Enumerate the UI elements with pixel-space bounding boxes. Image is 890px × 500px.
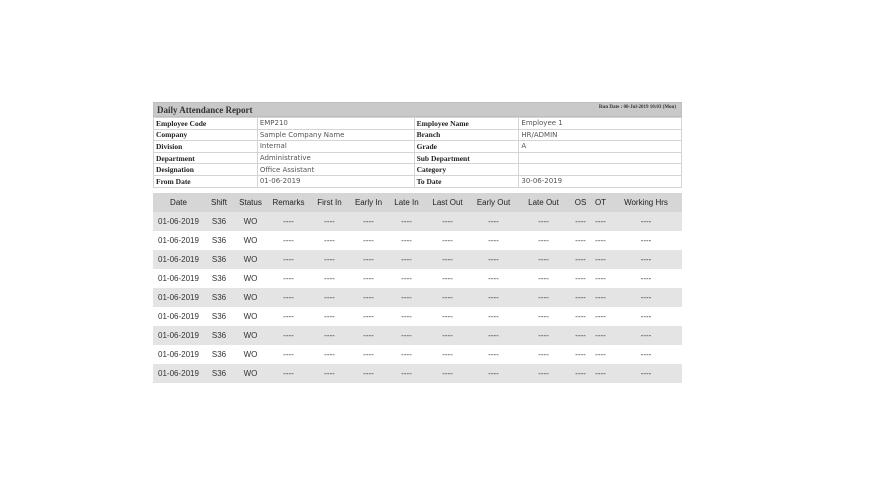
table-cell: ---- bbox=[610, 326, 682, 345]
info-value: A bbox=[519, 141, 682, 153]
table-cell: ---- bbox=[517, 250, 570, 269]
table-cell: S36 bbox=[211, 235, 227, 245]
info-label: Grade bbox=[414, 141, 519, 153]
table-cell: 01-06-2019 bbox=[158, 235, 199, 245]
table-cell: WO bbox=[234, 212, 267, 231]
table-cell: ---- bbox=[570, 326, 591, 345]
table-cell: ---- bbox=[442, 311, 453, 321]
table-cell: ---- bbox=[388, 288, 425, 307]
table-row bbox=[153, 269, 682, 288]
info-value: EMP210 bbox=[257, 118, 414, 130]
table-cell: ---- bbox=[488, 273, 499, 283]
table-cell: ---- bbox=[470, 250, 517, 269]
table-cell: ---- bbox=[610, 250, 682, 269]
table-cell: 01-06-2019 bbox=[153, 250, 204, 269]
info-label: Category bbox=[414, 164, 519, 176]
info-row bbox=[154, 152, 682, 164]
table-cell: S36 bbox=[211, 349, 227, 359]
table-cell: ---- bbox=[363, 349, 374, 359]
table-cell: S36 bbox=[211, 273, 227, 283]
column-header: OT bbox=[591, 193, 610, 212]
table-row bbox=[153, 231, 682, 250]
info-value: Administrative bbox=[257, 152, 414, 164]
report-title-bar bbox=[153, 102, 682, 117]
table-cell: ---- bbox=[517, 364, 570, 383]
table-cell: ---- bbox=[425, 326, 470, 345]
attendance-table bbox=[153, 193, 682, 383]
table-cell: ---- bbox=[470, 212, 517, 231]
table-row bbox=[153, 288, 682, 307]
table-cell: ---- bbox=[310, 212, 349, 231]
table-row bbox=[153, 212, 682, 231]
table-cell: ---- bbox=[349, 326, 388, 345]
table-header-row bbox=[153, 193, 682, 212]
table-cell: ---- bbox=[591, 288, 610, 307]
table-row bbox=[153, 326, 682, 345]
table-cell: ---- bbox=[425, 288, 470, 307]
table-cell: ---- bbox=[640, 349, 652, 359]
info-value: Internal bbox=[257, 141, 414, 153]
table-cell: ---- bbox=[517, 326, 570, 345]
table-cell: ---- bbox=[575, 311, 586, 321]
table-cell: 01-06-2019 bbox=[158, 273, 199, 283]
column-header: Status bbox=[234, 193, 267, 212]
table-cell: ---- bbox=[595, 349, 606, 359]
table-cell: 01-06-2019 bbox=[153, 326, 204, 345]
column-header: Early Out bbox=[470, 193, 517, 212]
table-cell: ---- bbox=[470, 288, 517, 307]
info-label: Branch bbox=[414, 129, 519, 141]
table-cell: 01-06-2019 bbox=[153, 288, 204, 307]
table-cell: ---- bbox=[324, 235, 335, 245]
table-cell: ---- bbox=[283, 235, 294, 245]
info-value: 01-06-2019 bbox=[257, 175, 414, 187]
table-cell: S36 bbox=[204, 364, 234, 383]
table-cell: ---- bbox=[388, 326, 425, 345]
table-cell: ---- bbox=[442, 235, 453, 245]
table-cell: ---- bbox=[310, 250, 349, 269]
column-header: Shift bbox=[204, 193, 234, 212]
table-cell: ---- bbox=[610, 288, 682, 307]
table-row bbox=[153, 345, 682, 364]
column-header: Date bbox=[153, 193, 204, 212]
table-cell: ---- bbox=[425, 212, 470, 231]
table-cell: ---- bbox=[575, 235, 586, 245]
table-cell: ---- bbox=[267, 326, 310, 345]
table-cell: ---- bbox=[349, 212, 388, 231]
table-row bbox=[153, 307, 682, 326]
column-header: Late In bbox=[388, 193, 425, 212]
table-cell: ---- bbox=[349, 250, 388, 269]
table-row bbox=[153, 250, 682, 269]
table-cell: ---- bbox=[401, 311, 412, 321]
table-cell: WO bbox=[243, 311, 258, 321]
table-cell: ---- bbox=[349, 364, 388, 383]
table-cell: 01-06-2019 bbox=[158, 349, 199, 359]
table-cell: ---- bbox=[575, 349, 586, 359]
info-label: Designation bbox=[154, 164, 258, 176]
info-row bbox=[154, 118, 682, 130]
table-cell: ---- bbox=[310, 364, 349, 383]
table-cell: ---- bbox=[570, 364, 591, 383]
table-cell: ---- bbox=[310, 326, 349, 345]
column-header: Last Out bbox=[425, 193, 470, 212]
table-cell: ---- bbox=[570, 288, 591, 307]
info-value: 30-06-2019 bbox=[519, 175, 682, 187]
table-cell: WO bbox=[243, 273, 258, 283]
table-cell: ---- bbox=[610, 364, 682, 383]
table-cell: ---- bbox=[363, 273, 374, 283]
table-cell: ---- bbox=[538, 311, 549, 321]
table-cell: ---- bbox=[538, 273, 549, 283]
table-cell: ---- bbox=[388, 250, 425, 269]
table-cell: ---- bbox=[538, 349, 549, 359]
table-cell: ---- bbox=[267, 364, 310, 383]
table-cell: ---- bbox=[640, 273, 652, 283]
table-cell: ---- bbox=[401, 235, 412, 245]
info-row bbox=[154, 141, 682, 153]
table-cell: ---- bbox=[470, 326, 517, 345]
table-cell: ---- bbox=[591, 212, 610, 231]
table-cell: ---- bbox=[425, 250, 470, 269]
info-label: Sub Department bbox=[414, 152, 519, 164]
info-row bbox=[154, 129, 682, 141]
info-label: Division bbox=[154, 141, 258, 153]
table-cell: ---- bbox=[324, 273, 335, 283]
table-cell: ---- bbox=[283, 349, 294, 359]
table-cell: 01-06-2019 bbox=[158, 311, 199, 321]
table-cell: ---- bbox=[595, 311, 606, 321]
table-cell: WO bbox=[243, 235, 258, 245]
info-label: From Date bbox=[154, 175, 258, 187]
table-cell: ---- bbox=[442, 349, 453, 359]
table-cell: ---- bbox=[488, 349, 499, 359]
attendance-report bbox=[153, 102, 682, 383]
table-cell: ---- bbox=[388, 364, 425, 383]
table-cell: ---- bbox=[349, 288, 388, 307]
table-cell: ---- bbox=[591, 326, 610, 345]
table-cell: ---- bbox=[363, 235, 374, 245]
table-cell: ---- bbox=[363, 311, 374, 321]
table-cell: ---- bbox=[517, 288, 570, 307]
table-cell: ---- bbox=[401, 349, 412, 359]
table-cell: ---- bbox=[425, 364, 470, 383]
table-cell: ---- bbox=[401, 273, 412, 283]
table-cell: ---- bbox=[640, 235, 652, 245]
table-cell: ---- bbox=[283, 273, 294, 283]
table-cell: ---- bbox=[310, 288, 349, 307]
run-date: Run Date : 08-Jul-2019 10:03 (Mon) bbox=[598, 105, 676, 110]
table-cell: ---- bbox=[595, 235, 606, 245]
table-cell: ---- bbox=[488, 311, 499, 321]
info-row bbox=[154, 164, 682, 176]
info-label: Company bbox=[154, 129, 258, 141]
table-cell: ---- bbox=[640, 311, 652, 321]
table-cell: ---- bbox=[324, 349, 335, 359]
table-cell: 01-06-2019 bbox=[153, 212, 204, 231]
table-cell: WO bbox=[234, 288, 267, 307]
info-value: Sample Company Name bbox=[257, 129, 414, 141]
table-cell: S36 bbox=[211, 311, 227, 321]
table-cell: ---- bbox=[610, 212, 682, 231]
table-cell: ---- bbox=[267, 250, 310, 269]
table-cell: ---- bbox=[283, 311, 294, 321]
table-cell: ---- bbox=[470, 364, 517, 383]
info-value bbox=[519, 152, 682, 164]
info-label: Employee Name bbox=[414, 118, 519, 130]
table-cell: S36 bbox=[204, 288, 234, 307]
table-cell: WO bbox=[234, 326, 267, 345]
info-label: Department bbox=[154, 152, 258, 164]
info-label: To Date bbox=[414, 175, 519, 187]
table-cell: ---- bbox=[442, 273, 453, 283]
table-cell: WO bbox=[234, 250, 267, 269]
info-value: Office Assistant bbox=[257, 164, 414, 176]
info-label: Employee Code bbox=[154, 118, 258, 130]
column-header: Early In bbox=[349, 193, 388, 212]
table-cell: ---- bbox=[324, 311, 335, 321]
column-header: Late Out bbox=[517, 193, 570, 212]
table-cell: ---- bbox=[388, 212, 425, 231]
column-header: First In bbox=[310, 193, 349, 212]
table-cell: ---- bbox=[575, 273, 586, 283]
table-cell: ---- bbox=[591, 364, 610, 383]
table-cell: ---- bbox=[595, 273, 606, 283]
table-cell: ---- bbox=[591, 250, 610, 269]
table-cell: ---- bbox=[538, 235, 549, 245]
column-header: Working Hrs bbox=[610, 193, 682, 212]
table-cell: WO bbox=[243, 349, 258, 359]
table-cell: ---- bbox=[570, 212, 591, 231]
table-row bbox=[153, 364, 682, 383]
employee-info-table bbox=[153, 117, 682, 188]
table-cell: WO bbox=[234, 364, 267, 383]
table-cell: 01-06-2019 bbox=[153, 364, 204, 383]
info-value: Employee 1 bbox=[519, 118, 682, 130]
table-cell: S36 bbox=[204, 326, 234, 345]
info-value bbox=[519, 164, 682, 176]
table-cell: S36 bbox=[204, 212, 234, 231]
column-header: Remarks bbox=[267, 193, 310, 212]
info-row bbox=[154, 175, 682, 187]
table-cell: ---- bbox=[570, 250, 591, 269]
table-cell: ---- bbox=[267, 288, 310, 307]
table-cell: S36 bbox=[204, 250, 234, 269]
info-value: HR/ADMIN bbox=[519, 129, 682, 141]
report-title: Daily Attendance Report bbox=[157, 105, 253, 115]
table-cell: ---- bbox=[517, 212, 570, 231]
column-header: OS bbox=[570, 193, 591, 212]
table-cell: ---- bbox=[488, 235, 499, 245]
table-cell: ---- bbox=[267, 212, 310, 231]
